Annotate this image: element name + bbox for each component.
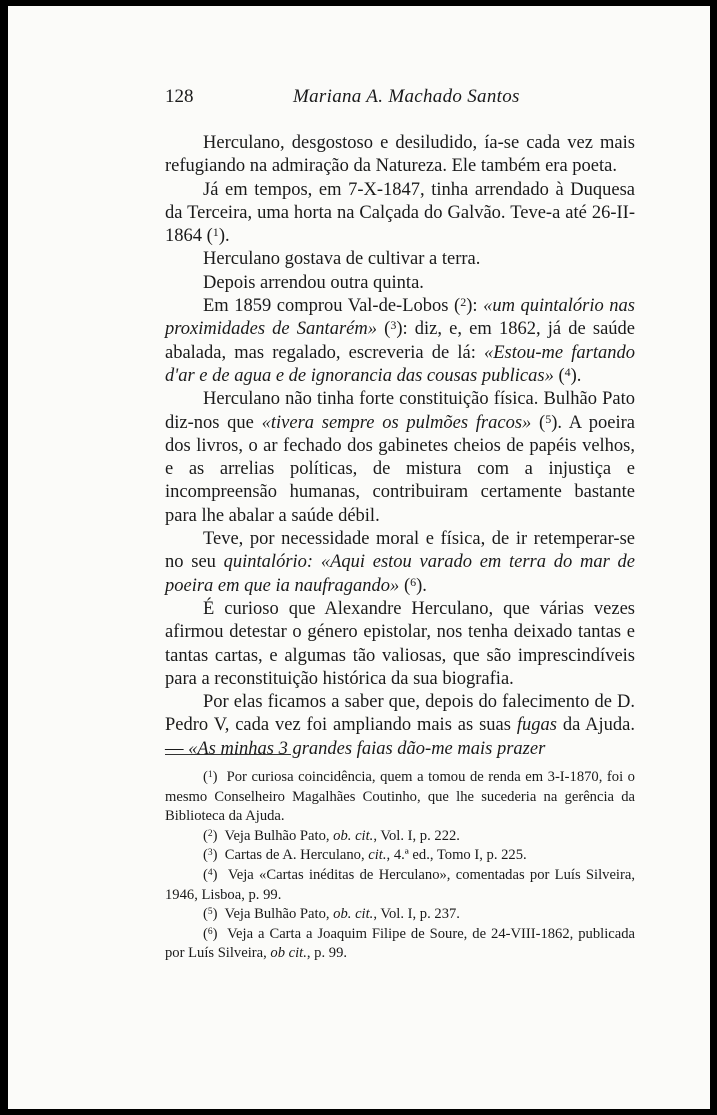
footnote-1: ($^1$) Por curiosa coincidência, quem a tomou de renda em 3-I-1870, foi o mesmo Conselheiro Magalhães Coutinho, que lhe sucederia na gerência da Biblioteca da Ajuda. — [165, 769, 635, 825]
paragraph-6: Herculano não tinha forte constituição física. Bulhão Pato diz-nos que «tivera sempre os pulmões fracos» ($^5$). A poeira dos livros, o ar fechado dos gabinetes cheios de papéis velhos, e as arrelias políticas, de mistura com a injustiça e incompreensão humanas, contribuiram certamente bastante para lhe abalar a saúde débil. — [165, 389, 635, 526]
footnote-ref-6[interactable]: 6 — [410, 574, 417, 589]
footnote-ref-5[interactable]: 5 — [545, 411, 552, 426]
footnote-ref-2[interactable]: 2 — [460, 295, 467, 310]
paragraph-3: Herculano gostava de cultivar a terra. — [203, 249, 481, 270]
quote: «tivera sempre os pulmões fracos» — [261, 412, 532, 433]
paragraph-4: Depois arrendou outra quinta. — [203, 272, 424, 293]
footnote-divider — [165, 754, 291, 755]
quote: «um quintalório nas proximidades de Santarém» — [165, 296, 635, 340]
paragraph-1: Herculano, desgostoso e desiludido, ía-se cada vez mais refugiando na admiração da Natureza. Ele também era poeta. — [165, 133, 635, 177]
footnote-ref-1[interactable]: 1 — [212, 225, 219, 240]
quote: quintalório: «Aqui estou varado em terra do mar de poeira em que ia naufragando» — [165, 552, 635, 596]
paragraph-7: Teve, por necessidade moral e física, de ir retemperar-se no seu quintalório: «Aqui estou varado em terra do mar de poeira em que ia naufragando» ($^6$). — [165, 529, 635, 596]
running-title: Mariana A. Machado Santos — [293, 86, 520, 107]
paragraph-8: É curioso que Alexandre Herculano, que várias vezes afirmou detestar o género epistolar, nos tenha deixado tantas e tantas cartas, e algumas tão valiosas, que são imprescindíveis para a reconstituição histórica da sua biografia. — [165, 598, 635, 689]
emphasis: fugas — [516, 715, 557, 736]
footnote-ref-4[interactable]: 4 — [564, 365, 571, 380]
footnote-ref-3[interactable]: 3 — [390, 318, 397, 333]
footnotes — [165, 768, 635, 964]
footnote-4: ($^4$) Veja «Cartas inéditas de Herculano», comentadas por Luís Silveira, 1946, Lisboa, p. 99. — [165, 866, 635, 903]
book-page — [8, 6, 710, 1109]
quote: «Estou-me fartando d'ar e de agua e de ignorancia das cousas publicas» — [165, 342, 635, 386]
footnote-6: ($^6$) Veja a Carta a Joaquim Filipe de Soure, de 24-VIII-1862, publicada por Luís Silveira, ob cit., p. 99. — [165, 925, 635, 962]
quote: «As minhas 3 grandes faias dão-me mais prazer — [188, 738, 546, 759]
footnote-3: ($^3$) Cartas de A. Herculano, cit., 4.ª ed., Tomo I, p. 225. — [203, 847, 527, 864]
paragraph-2: Já em tempos, em 7-X-1847, tinha arrendado à Duquesa da Terceira, uma horta na Calçada do Galvão. Teve-a até 26-II-1864 ($^1$). — [165, 179, 635, 247]
page-number: 128 — [165, 86, 194, 107]
paragraph-9: Por elas ficamos a saber que, depois do falecimento de D. Pedro V, cada vez foi ampliando mais as suas fugas da Ajuda. — «As minhas 3 grandes faias dão-me mais prazer — [165, 692, 635, 759]
paragraph-5: Em 1859 comprou Val-de-Lobos ($^2$): «um quintalório nas proximidades de Santarém» ($^3$): diz, e, em 1862, já de saúde abalada, mas regalado, escreveria de lá: «Estou-me fartando d'ar e de agua e de ignorancia das cousas publicas» ($^4$). — [165, 295, 635, 386]
body-text — [165, 132, 635, 761]
footnote-2: ($^2$) Veja Bulhão Pato, ob. cit., Vol. I, p. 222. — [203, 827, 460, 844]
footnote-5: ($^5$) Veja Bulhão Pato, ob. cit., Vol. I, p. 237. — [203, 906, 460, 923]
